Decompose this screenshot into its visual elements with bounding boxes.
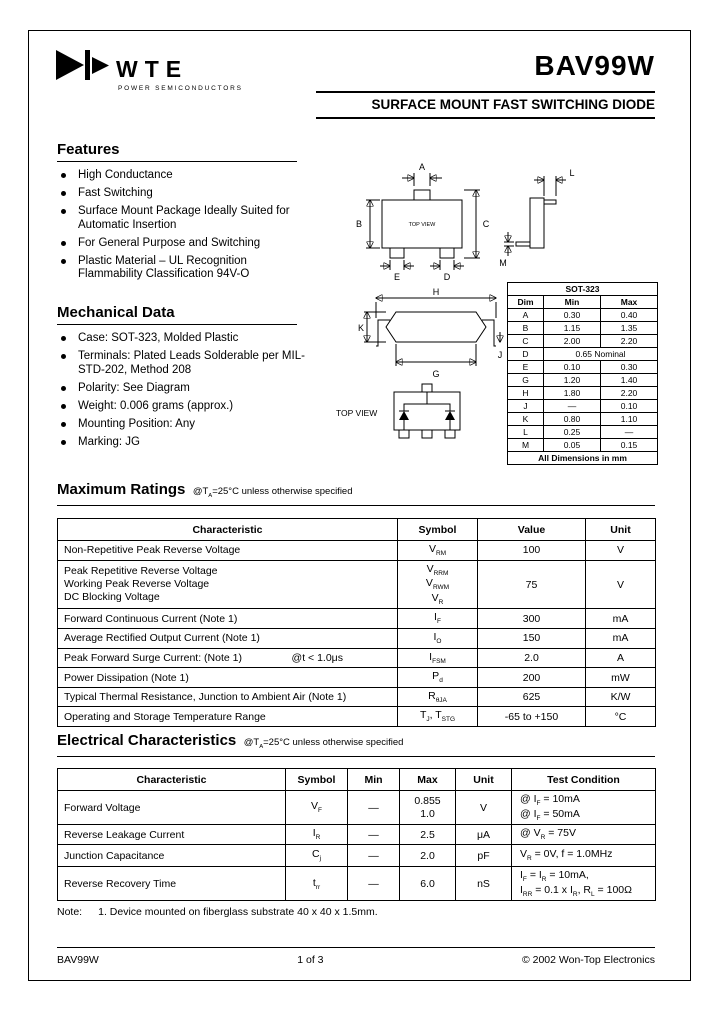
value-cell: 2.0 [478,648,586,668]
dim-row [508,400,658,413]
dim-label-c: C [482,219,490,229]
table-row [58,687,656,707]
max-line: 0.855 [414,794,441,807]
max-cell: 2.20 [601,387,658,400]
note-line [57,906,378,918]
dim-label-k: K [358,323,365,333]
column-header: Symbol [398,519,478,541]
unit-cell: K/W [586,687,656,707]
max-cell: 0.30 [601,361,658,374]
column-header: Max [400,769,456,791]
dim-cell: L [508,426,544,439]
max-cell: 1.40 [601,374,658,387]
dim-row [508,387,658,400]
dim-cell: K [508,413,544,426]
dim-table-title: SOT-323 [508,283,658,296]
dim-col-header: Dim [508,296,544,309]
mechanical-data-list [57,332,309,449]
min-cell: — [348,845,400,867]
condition-line: @ $I_F = 50mA$ [520,807,580,822]
table-row [58,629,656,649]
dim-table-footer: All Dimensions in mm [508,452,658,465]
column-header: Characteristic [58,769,286,791]
value-cell: 625 [478,687,586,707]
dim-row [508,335,658,348]
test-condition-cell: @ $V_R = 75V$ [512,825,656,845]
unit-cell: V [586,560,656,609]
max-cell: 6.0 [400,867,456,901]
value-cell: 100 [478,541,586,561]
min-cell: 1.20 [544,374,601,387]
feature-item: For General Purpose and Switching [57,237,309,251]
dim-cell: J [508,400,544,413]
characteristic-cell: Junction Capacitance [58,845,286,867]
table-row [58,845,656,867]
max-cell: 1.35 [601,322,658,335]
table-row [58,541,656,561]
max-cell: 2.20 [601,335,658,348]
min-cell: 2.00 [544,335,601,348]
symbol-cell: $t_{rr}$ [286,867,348,901]
dim-cell: D [508,348,544,361]
footer-part-number: BAV99W [57,954,99,966]
symbol-cell: $R_{\theta JA}$ [398,687,478,707]
footer-rule [57,947,655,948]
table-header-row [58,769,656,791]
symbol-cell: $I_O$ [398,629,478,649]
symbol-cell [398,560,478,609]
dim-row [508,322,658,335]
surge-time-condition: @t < 1.0μs [291,651,343,664]
min-cell: — [348,867,400,901]
condition-line: $I_F = I_R = 10mA$, [520,869,589,884]
value-cell: 150 [478,629,586,649]
symbol-cell: $T_J$, $T_{STG}$ [398,707,478,727]
dim-label-m: M [499,258,507,268]
feature-item: High Conductance [57,169,309,183]
max-cell [400,791,456,825]
mechanical-item: Weight: 0.006 grams (approx.) [57,400,309,414]
dim-row [508,348,658,361]
dim-cell: M [508,439,544,452]
min-cell: 1.80 [544,387,601,400]
dim-row [508,374,658,387]
package-schematic-diagram [336,380,494,444]
symbol-line: $V_{RRM}$ [426,562,449,577]
footer-page-number: 1 of 3 [297,954,324,966]
min-cell: 1.15 [544,322,601,335]
unit-cell: A [586,648,656,668]
characteristic-cell: Non-Repetitive Peak Reverse Voltage [58,541,398,561]
mechanical-data-section [57,304,309,454]
table-row [58,648,656,668]
dim-cell: E [508,361,544,374]
max-cell: 0.10 [601,400,658,413]
symbol-cell: $I_R$ [286,825,348,845]
mechanical-data-heading: Mechanical Data [57,304,297,325]
characteristic-line: Peak Repetitive Reverse Voltage [64,565,218,578]
column-header: Unit [586,519,656,541]
characteristic-cell: Forward Continuous Current (Note 1) [58,609,398,629]
dim-cell: G [508,374,544,387]
mechanical-item: Marking: JG [57,436,309,450]
test-condition-cell [512,791,656,825]
dim-cell: H [508,387,544,400]
column-header: Unit [456,769,512,791]
unit-cell: mA [586,629,656,649]
table-header-row [58,519,656,541]
table-row [58,707,656,727]
nominal-cell: 0.65 Nominal [544,348,658,361]
max-line: 1.0 [420,807,435,820]
dim-label-g: G [432,369,440,379]
unit-cell: μA [456,825,512,845]
min-cell: 0.10 [544,361,601,374]
symbol-cell: $V_{RM}$ [398,541,478,561]
package-outline-diagram [352,160,582,282]
column-header: Test Condition [512,769,656,791]
test-condition-cell: $V_R = 0V$, f = 1.0MHz [512,845,656,867]
dim-label-b: B [355,219,363,229]
unit-cell: mA [586,609,656,629]
table-row [58,791,656,825]
condition-line: @ $I_F = 10mA$ [520,793,580,808]
unit-cell: nS [456,867,512,901]
min-cell: 0.80 [544,413,601,426]
characteristic-cell: Power Dissipation (Note 1) [58,668,398,688]
max-cell: 0.15 [601,439,658,452]
characteristic-line: DC Blocking Voltage [64,591,160,604]
diode-logo-icon [54,44,112,88]
dim-row [508,309,658,322]
table-row [58,668,656,688]
column-header: Value [478,519,586,541]
unit-cell: pF [456,845,512,867]
min-cell: 0.05 [544,439,601,452]
max-cell: 0.40 [601,309,658,322]
min-cell: — [348,825,400,845]
characteristic-line: Peak Forward Surge Current: (Note 1) [64,651,242,664]
part-number-title: BAV99W [534,50,655,81]
electrical-characteristics-heading [57,732,655,757]
top-view-marking: TOP VIEW [408,222,436,228]
characteristic-cell: Reverse Recovery Time [58,867,286,901]
characteristic-line: Working Peak Reverse Voltage [64,578,210,591]
maximum-ratings-table [57,518,656,727]
column-header: Characteristic [58,519,398,541]
min-cell: — [544,400,601,413]
mechanical-item: Case: SOT-323, Molded Plastic [57,332,309,346]
table-row [58,560,656,609]
features-heading: Features [57,141,297,162]
features-list [57,169,309,282]
footer-copyright: © 2002 Won-Top Electronics [521,954,655,966]
dim-row [508,439,658,452]
feature-item: Fast Switching [57,187,309,201]
note-label: Note: [57,906,83,918]
unit-cell: mW [586,668,656,688]
mechanical-item: Polarity: See Diagram [57,382,309,396]
table-row [58,867,656,901]
max-cell: 2.5 [400,825,456,845]
dim-label-j: J [497,350,503,360]
dim-label-l: L [569,168,575,178]
characteristic-cell: Average Rectified Output Current (Note 1) [58,629,398,649]
characteristic-cell: Forward Voltage [58,791,286,825]
feature-item: Surface Mount Package Ideally Suited for Automatic Insertion [57,205,309,232]
electrical-characteristics-table [57,768,656,901]
dim-row [508,361,658,374]
max-ratings-title: Maximum Ratings [57,481,186,498]
characteristic-cell: Reverse Leakage Current [58,825,286,845]
title-rule-bottom [316,117,655,119]
unit-cell: °C [586,707,656,727]
column-header: Min [348,769,400,791]
condition-line: $I_{RR} = 0.1$ x $I_R$, $R_L = 100\Omega$ [520,883,632,898]
min-cell: 0.30 [544,309,601,322]
min-cell: 0.25 [544,426,601,439]
dim-cell: B [508,322,544,335]
dim-row [508,426,658,439]
characteristic-cell: Typical Thermal Resistance, Junction to Ambient Air (Note 1) [58,687,398,707]
symbol-line: $V_{RWM}$ [425,577,450,592]
features-section [57,141,309,286]
symbol-cell: $V_F$ [286,791,348,825]
dim-col-header: Min [544,296,601,309]
title-rule-top [316,91,655,93]
unit-cell: V [586,541,656,561]
min-cell: — [348,791,400,825]
value-cell: 75 [478,560,586,609]
symbol-cell: $I_{FSM}$ [398,648,478,668]
electrical-characteristics-condition: $@T_A=25^\circ C$ unless otherwise specified [243,737,404,750]
value-cell: 300 [478,609,586,629]
dim-label-d: D [443,272,451,282]
dim-cell: A [508,309,544,322]
dim-col-header: Max [601,296,658,309]
symbol-line: $V_R$ [431,591,444,606]
characteristic-cell [58,560,398,609]
test-condition-cell [512,867,656,901]
value-cell: -65 to +150 [478,707,586,727]
max-cell: 1.10 [601,413,658,426]
dim-cell: C [508,335,544,348]
characteristic-cell [58,648,398,668]
characteristic-cell: Operating and Storage Temperature Range [58,707,398,727]
brand-name: WTE [116,56,189,82]
dim-row [508,413,658,426]
page-footer [57,954,655,966]
column-header: Symbol [286,769,348,791]
symbol-cell: $I_F$ [398,609,478,629]
note-text: 1. Device mounted on fiberglass substrate 40 x 40 x 1.5mm. [98,906,378,918]
dim-label-a: A [418,162,426,172]
dim-label-e: E [393,272,401,282]
mechanical-item: Mounting Position: Any [57,418,309,432]
unit-cell: V [456,791,512,825]
mechanical-item: Terminals: Plated Leads Solderable per MIL-STD-202, Method 208 [57,350,309,377]
table-row [58,825,656,845]
value-cell: 200 [478,668,586,688]
max-cell: 2.0 [400,845,456,867]
top-view-label: TOP VIEW [336,408,378,418]
package-profile-diagram [358,286,506,380]
brand-tagline: POWER SEMICONDUCTORS [118,85,243,92]
feature-item: Plastic Material – UL Recognition Flammability Classification 94V-O [57,255,309,282]
symbol-cell: $C_j$ [286,845,348,867]
dim-label-h: H [432,287,440,297]
sot323-dim-table [507,282,658,465]
symbol-cell: $P_d$ [398,668,478,688]
max-ratings-heading [57,481,655,506]
product-subtitle: SURFACE MOUNT FAST SWITCHING DIODE [371,97,655,112]
table-row [58,609,656,629]
max-ratings-condition: $@T_A=25^\circ C$ unless otherwise specified [192,486,353,499]
electrical-characteristics-title: Electrical Characteristics [57,732,237,749]
max-cell: — [601,426,658,439]
